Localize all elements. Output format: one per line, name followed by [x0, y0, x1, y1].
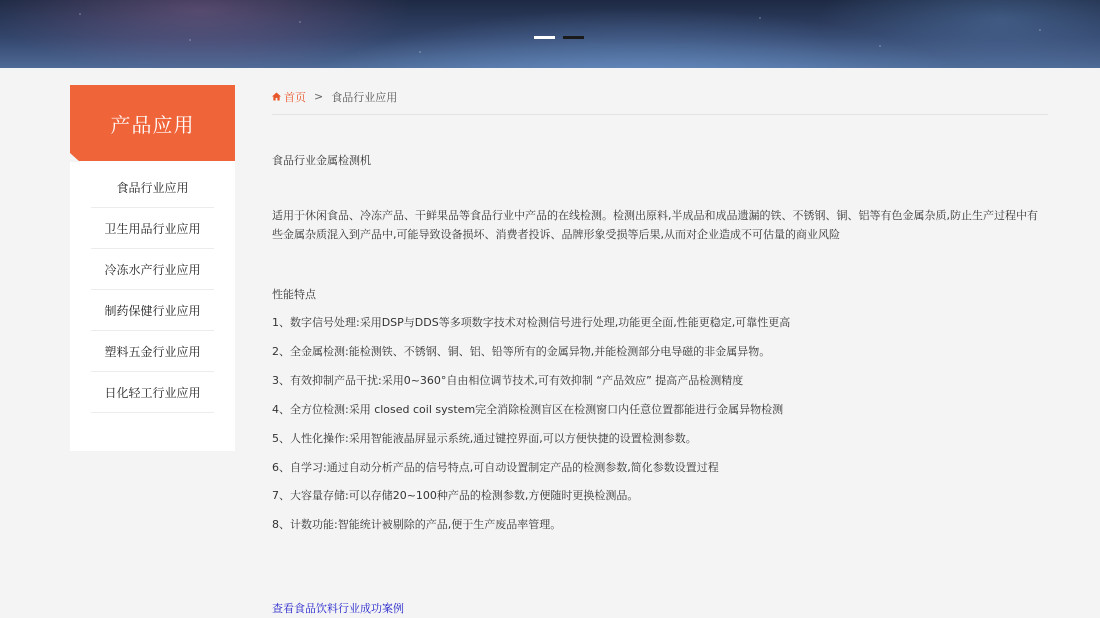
sidebar-title: 产品应用	[110, 112, 195, 137]
feature-item: 1、数字信号处理:采用DSP与DDS等多项数字技术对检测信号进行处理,功能更全面,性能更稳定,可靠性更高	[272, 316, 791, 329]
feature-item: 2、全金属检测:能检测铁、不锈钢、铜、铝、铅等所有的金属异物,并能检测部分电导磁的非金属异物。	[272, 345, 771, 358]
breadcrumb-current: 食品行业应用	[331, 90, 398, 104]
feature-item: 8、计数功能:智能统计被剔除的产品,便于生产废品率管理。	[272, 518, 562, 531]
feature-item: 4、全方位检测:采用 closed coil system完全消除检测盲区在检测窗口内任意位置都能进行金属异物检测	[272, 403, 784, 416]
banner-stars	[0, 0, 1100, 68]
sidebar-item-plastic-hardware[interactable]: 塑料五金行业应用	[91, 331, 214, 372]
article-description: 适用于休闲食品、冷冻产品、干鲜果品等食品行业中产品的在线检测。检测出原料,半成品和成品遗漏的铁、不锈钢、铜、铝等有色金属杂质,防止生产过程中有些金属杂质混入到产品中,可能导致设备损坏、消费者投诉、品牌形象受损等后果,从而对企业造成不可估量的商业风险	[272, 209, 1038, 241]
sidebar	[70, 85, 235, 451]
sidebar-item-pharma[interactable]: 制药保健行业应用	[91, 290, 214, 331]
breadcrumb-separator: >	[314, 90, 324, 103]
sidebar-item-hygiene[interactable]: 卫生用品行业应用	[91, 208, 214, 249]
carousel-dot-2[interactable]	[563, 36, 584, 39]
home-icon	[272, 92, 281, 101]
carousel-indicators	[534, 36, 584, 39]
feature-item: 5、人性化操作:采用智能液晶屏显示系统,通过键控界面,可以方便快捷的设置检测参数。	[272, 432, 697, 445]
breadcrumb-home-link[interactable]: 首页	[284, 90, 306, 104]
sidebar-header	[70, 85, 235, 161]
article-title: 食品行业金属检测机	[272, 154, 371, 167]
sidebar-item-frozen-aquatic[interactable]: 冷冻水产行业应用	[91, 249, 214, 290]
main-content	[272, 85, 1048, 615]
features-heading: 性能特点	[272, 288, 316, 301]
success-case-link[interactable]: 查看食品饮料行业成功案例	[272, 602, 404, 615]
feature-item: 7、大容量存储:可以存储20~100种产品的检测参数,方便随时更换检测品。	[272, 489, 639, 502]
carousel-dot-1[interactable]	[534, 36, 555, 39]
feature-item: 3、有效抑制产品干扰:采用0~360°自由相位调节技术,可有效抑制 “产品效应” 提高产品检测精度	[272, 374, 744, 387]
hero-banner	[0, 0, 1100, 68]
sidebar-item-daily-chemical[interactable]: 日化轻工行业应用	[91, 372, 214, 413]
breadcrumb	[272, 85, 1048, 115]
sidebar-menu	[70, 167, 235, 413]
sidebar-item-food[interactable]: 食品行业应用	[91, 167, 214, 208]
sidebar-header-notch	[70, 153, 80, 162]
feature-item: 6、自学习:通过自动分析产品的信号特点,可自动设置制定产品的检测参数,简化参数设置过程	[272, 461, 719, 474]
